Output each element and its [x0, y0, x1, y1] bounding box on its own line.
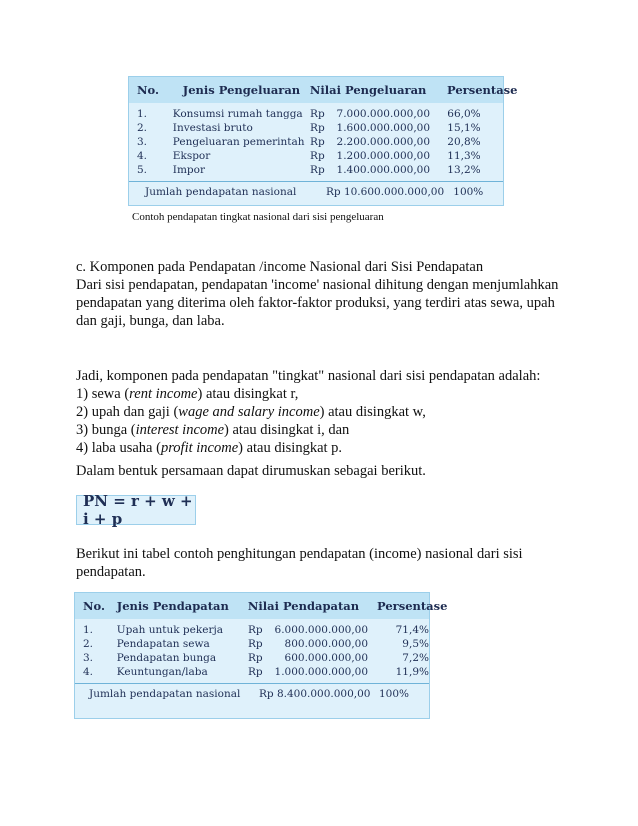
row-amount: 6.000.000.000,00	[274, 624, 369, 636]
header-type: Jenis Pendapatan	[116, 599, 229, 613]
row-value	[310, 122, 447, 134]
list-item	[76, 385, 566, 403]
row-percent: 11,3%	[447, 150, 481, 162]
row-no: 1.	[83, 624, 94, 636]
row-value	[248, 624, 377, 636]
row-amount: 800.000.000,00	[284, 638, 369, 650]
list-item	[76, 403, 566, 421]
row-percent: 9,5%	[402, 638, 429, 650]
row-name: Pendapatan bunga	[116, 652, 217, 664]
row-no: 3.	[83, 652, 94, 664]
header-type: Jenis Pengeluaran	[182, 83, 301, 97]
table-total-row	[75, 683, 429, 704]
row-no: 4.	[137, 150, 148, 162]
row-no: 4.	[83, 666, 94, 678]
table-row	[129, 135, 503, 149]
item-text: ) atau disingkat w,	[319, 404, 426, 420]
row-percent: 15,1%	[447, 122, 481, 134]
row-currency: Rp	[248, 652, 263, 664]
row-amount: 2.200.000.000,00	[336, 136, 431, 148]
row-name: Investasi bruto	[172, 122, 253, 134]
row-currency: Rp	[310, 136, 325, 148]
row-currency: Rp	[248, 638, 263, 650]
equation-intro: Dalam bentuk persamaan dapat dirumuskan sebagai berikut.	[76, 463, 426, 479]
row-amount: 7.000.000.000,00	[336, 108, 431, 120]
row-percent: 71,4%	[395, 624, 429, 636]
header-no: No.	[83, 599, 105, 613]
row-percent: 20,8%	[447, 136, 481, 148]
section-c	[76, 258, 566, 330]
table-row	[75, 651, 429, 665]
row-amount: 1.600.000.000,00	[336, 122, 431, 134]
row-percent: 66,0%	[447, 108, 481, 120]
row-value	[248, 666, 377, 678]
row-percent: 7,2%	[402, 652, 429, 664]
row-name: Impor	[172, 164, 205, 176]
row-currency: Rp	[310, 150, 325, 162]
item-text: ) atau disingkat i, dan	[224, 422, 350, 438]
item-text: 4) laba usaha (	[76, 440, 161, 456]
row-currency: Rp	[310, 108, 325, 120]
row-no: 5.	[137, 164, 148, 176]
item-term: interest income	[135, 422, 225, 438]
header-percent: Persentase	[447, 83, 518, 97]
row-amount: 1.400.000.000,00	[336, 164, 431, 176]
total-amount: Rp 8.400.000.000,00	[259, 688, 371, 700]
total-percent: 100%	[379, 688, 410, 700]
row-currency: Rp	[310, 122, 325, 134]
total-amount: Rp 10.600.000.000,00	[325, 186, 445, 198]
row-value	[310, 164, 447, 176]
section-body: Dari sisi pendapatan, pendapatan 'income' nasional dihitung dengan menjumlahkan pendapatan yang diterima oleh faktor-faktor produksi, yang terdiri atas sewa, upah dan gaji, bunga, dan laba.	[76, 277, 559, 329]
total-label: Jumlah pendapatan nasional	[89, 688, 241, 700]
table-row	[129, 121, 503, 135]
table-row	[129, 107, 503, 121]
row-no: 2.	[137, 122, 148, 134]
item-text: ) atau disingkat r,	[197, 386, 299, 402]
row-value	[310, 150, 447, 162]
total-label: Jumlah pendapatan nasional	[145, 186, 297, 198]
table-body	[129, 103, 503, 202]
row-name: Pengeluaran pemerintah	[172, 136, 305, 148]
row-amount: 1.200.000.000,00	[336, 150, 431, 162]
row-currency: Rp	[310, 164, 325, 176]
row-percent: 11,9%	[395, 666, 429, 678]
item-text: ) atau disingkat p.	[238, 440, 343, 456]
components-list	[76, 367, 566, 457]
row-percent: 13,2%	[447, 164, 481, 176]
row-name: Upah untuk pekerja	[116, 624, 223, 636]
row-value	[248, 652, 377, 664]
row-value	[248, 638, 377, 650]
components-intro: Jadi, komponen pada pendapatan "tingkat" nasional dari sisi pendapatan adalah:	[76, 368, 541, 384]
row-name: Pendapatan sewa	[116, 638, 210, 650]
row-no: 2.	[83, 638, 94, 650]
row-name: Konsumsi rumah tangga	[172, 108, 303, 120]
row-currency: Rp	[248, 666, 263, 678]
table-row	[75, 637, 429, 651]
table-row	[75, 665, 429, 679]
row-amount: 1.000.000.000,00	[274, 666, 369, 678]
table-header	[129, 77, 518, 103]
table-caption: Contoh pendapatan tingkat nasional dari sisi pengeluaran	[132, 211, 384, 223]
row-amount: 600.000.000,00	[284, 652, 369, 664]
table-body	[75, 619, 429, 704]
item-term: rent income	[129, 386, 198, 402]
header-percent: Persentase	[377, 599, 448, 613]
table-row	[129, 163, 503, 177]
item-text: 1) sewa (	[76, 386, 130, 402]
section-heading: c. Komponen pada Pendapatan /income Nasional dari Sisi Pendapatan	[76, 259, 484, 275]
table-row	[75, 623, 429, 637]
row-no: 1.	[137, 108, 148, 120]
item-term: wage and salary income	[178, 404, 320, 420]
equation-box: PN = r + w + i + p	[76, 495, 196, 525]
item-text: 2) upah dan gaji (	[76, 404, 179, 420]
row-value	[310, 136, 447, 148]
expenditure-table	[128, 76, 518, 206]
table-header	[75, 593, 448, 619]
item-text: 3) bunga (	[76, 422, 136, 438]
income-table	[74, 592, 448, 719]
total-percent: 100%	[453, 186, 484, 198]
list-item	[76, 439, 566, 457]
table2-intro: Berikut ini tabel contoh penghitungan pendapatan (income) nasional dari sisi pendapatan.	[76, 546, 523, 580]
list-item	[76, 421, 566, 439]
item-term: profit income	[160, 440, 239, 456]
row-value	[310, 108, 447, 120]
table-total-row	[129, 181, 503, 202]
row-name: Ekspor	[172, 150, 211, 162]
row-name: Keuntungan/laba	[116, 666, 208, 678]
header-value: Nilai Pengeluaran	[309, 83, 427, 97]
table-row	[129, 149, 503, 163]
header-no: No.	[137, 83, 159, 97]
header-value: Nilai Pendapatan	[247, 599, 360, 613]
row-currency: Rp	[248, 624, 263, 636]
row-no: 3.	[137, 136, 148, 148]
